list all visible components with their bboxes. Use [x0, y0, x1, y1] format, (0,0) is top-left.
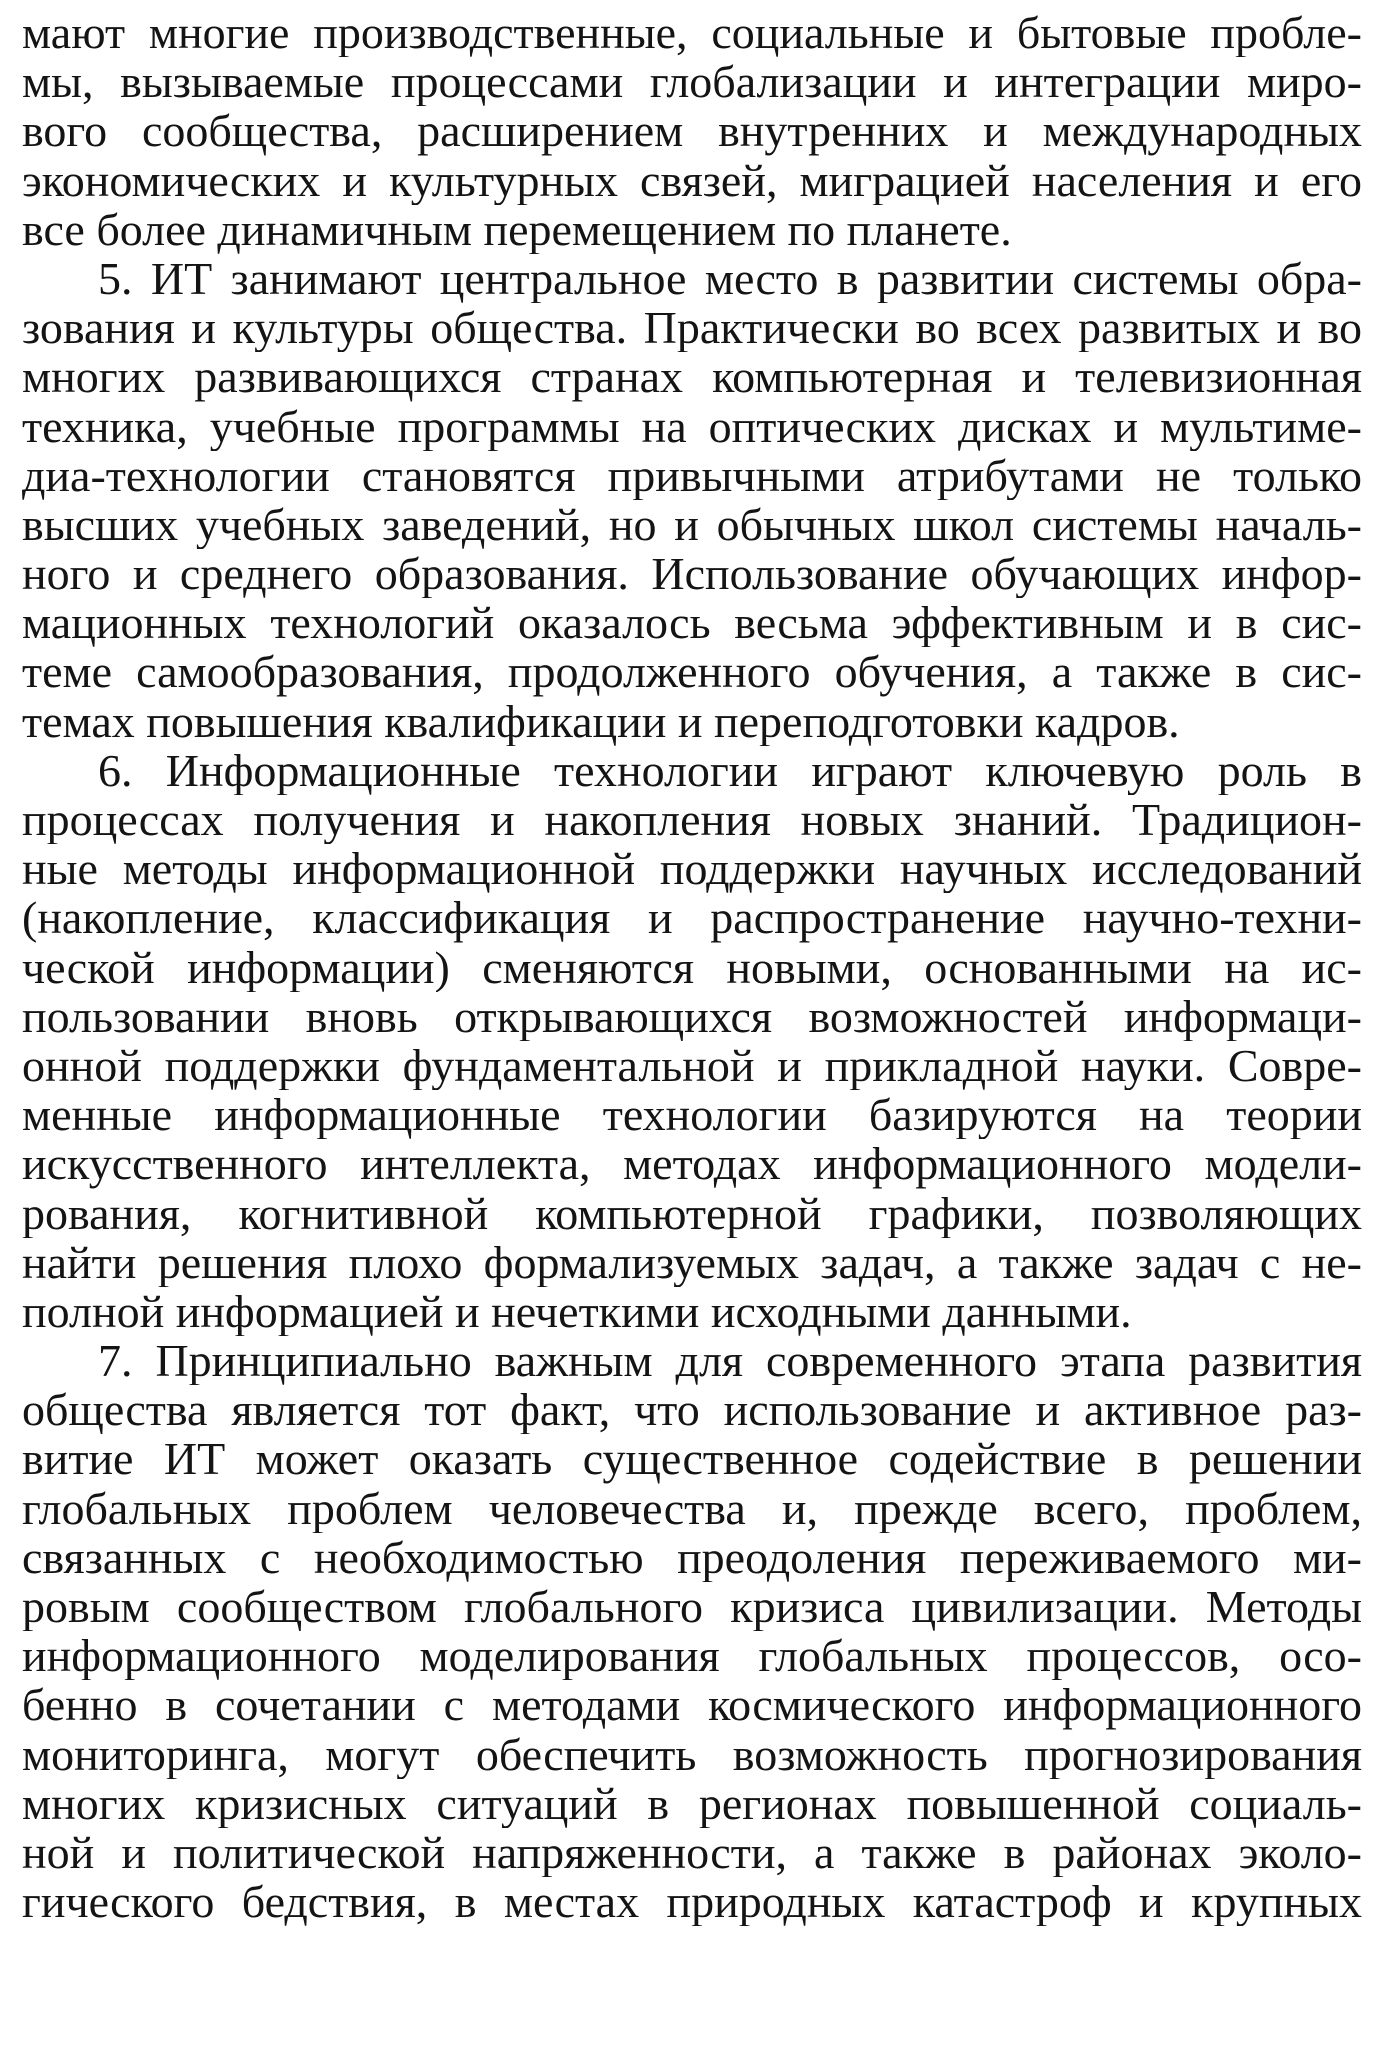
- text-line: ческой информации) сменяются новыми, основанными на ис-: [22, 942, 1362, 992]
- text-line: полной информацией и нечеткими исходными данными.: [22, 1286, 1132, 1337]
- text-line: темах повышения квалификации и переподготовки кадров.: [22, 696, 1180, 746]
- text-line: многих кризисных ситуаций в регионах повышенной социаль-: [22, 1778, 1362, 1828]
- text-line: ной и политической напряженности, а также в районах эколо-: [22, 1827, 1362, 1878]
- text-line: онной поддержки фундаментальной и прикладной науки. Совре-: [22, 1040, 1362, 1091]
- text-line: теме самообразования, продолженного обучения, а также в сис-: [22, 647, 1362, 697]
- text-line: связанных с необходимостью преодоления переживаемого ми-: [22, 1532, 1362, 1582]
- page-text: [22, 8, 1362, 1926]
- text-line: пользовании вновь открывающихся возможностей информаци-: [22, 991, 1362, 1041]
- paragraph-item-5: [22, 254, 1362, 746]
- text-line: ные методы информационной поддержки научных исследований: [22, 844, 1362, 894]
- text-line: высших учебных заведений, но и обычных школ системы началь-: [22, 499, 1362, 550]
- text-line: 5. ИТ занимают центральное место в развитии системы обра-: [98, 253, 1362, 304]
- text-line: экономических и культурных связей, миграцией населения и его: [22, 155, 1362, 205]
- text-line: мониторинга, могут обеспечить возможность прогнозирования: [22, 1729, 1362, 1779]
- text-line: ного и среднего образования. Использование обучающих инфор-: [22, 549, 1362, 599]
- text-line: 6. Информационные технологии играют ключевую роль в: [98, 745, 1362, 795]
- text-line: рования, когнитивной компьютерной графики, позволяющих: [22, 1188, 1362, 1238]
- text-line: информационного моделирования глобальных процессов, осо-: [22, 1631, 1362, 1681]
- text-line: процессах получения и накопления новых знаний. Традицион-: [22, 795, 1362, 845]
- text-line: все более динамичным перемещением по планете.: [22, 204, 1012, 254]
- paragraph-item-7: [22, 1336, 1362, 1926]
- text-line: 7. Принципиально важным для современного этапа развития: [98, 1336, 1362, 1386]
- text-line: глобальных проблем человечества и, прежде всего, проблем,: [22, 1483, 1362, 1533]
- text-line: диа-технологии становятся привычными атрибутами не только: [22, 450, 1362, 500]
- text-line: витие ИТ может оказать существенное содействие в решении: [22, 1434, 1362, 1484]
- text-line: найти решения плохо формализуемых задач, а также задач с не-: [22, 1237, 1362, 1287]
- text-line: вого сообщества, расширением внутренних и международных: [22, 106, 1362, 156]
- paragraph-item-6: [22, 746, 1362, 1336]
- paragraph-continuation: [22, 8, 1362, 254]
- text-line: ровым сообществом глобального кризиса цивилизации. Методы: [22, 1582, 1362, 1632]
- text-line: менные информационные технологии базируются на теории: [22, 1090, 1362, 1140]
- text-line: мают многие производственные, социальные и бытовые пробле-: [22, 8, 1362, 58]
- text-line: техника, учебные программы на оптических дисках и мультиме-: [22, 401, 1362, 451]
- text-line: гического бедствия, в местах природных катастроф и крупных: [22, 1877, 1362, 1927]
- text-line: мы, вызываемые процессами глобализации и интеграции миро-: [22, 57, 1362, 107]
- text-line: многих развивающихся странах компьютерная и телевизионная: [22, 352, 1362, 402]
- text-line: бенно в сочетании с методами космического информационного: [22, 1680, 1362, 1730]
- text-line: искусственного интеллекта, методах информационного модели-: [22, 1139, 1362, 1189]
- text-line: зования и культуры общества. Практически во всех развитых и во: [22, 303, 1362, 353]
- text-line: мационных технологий оказалось весьма эффективным и в сис-: [22, 598, 1362, 648]
- text-line: общества является тот факт, что использование и активное раз-: [22, 1385, 1362, 1435]
- text-line: (накопление, классификация и распространение научно-техни-: [22, 893, 1362, 943]
